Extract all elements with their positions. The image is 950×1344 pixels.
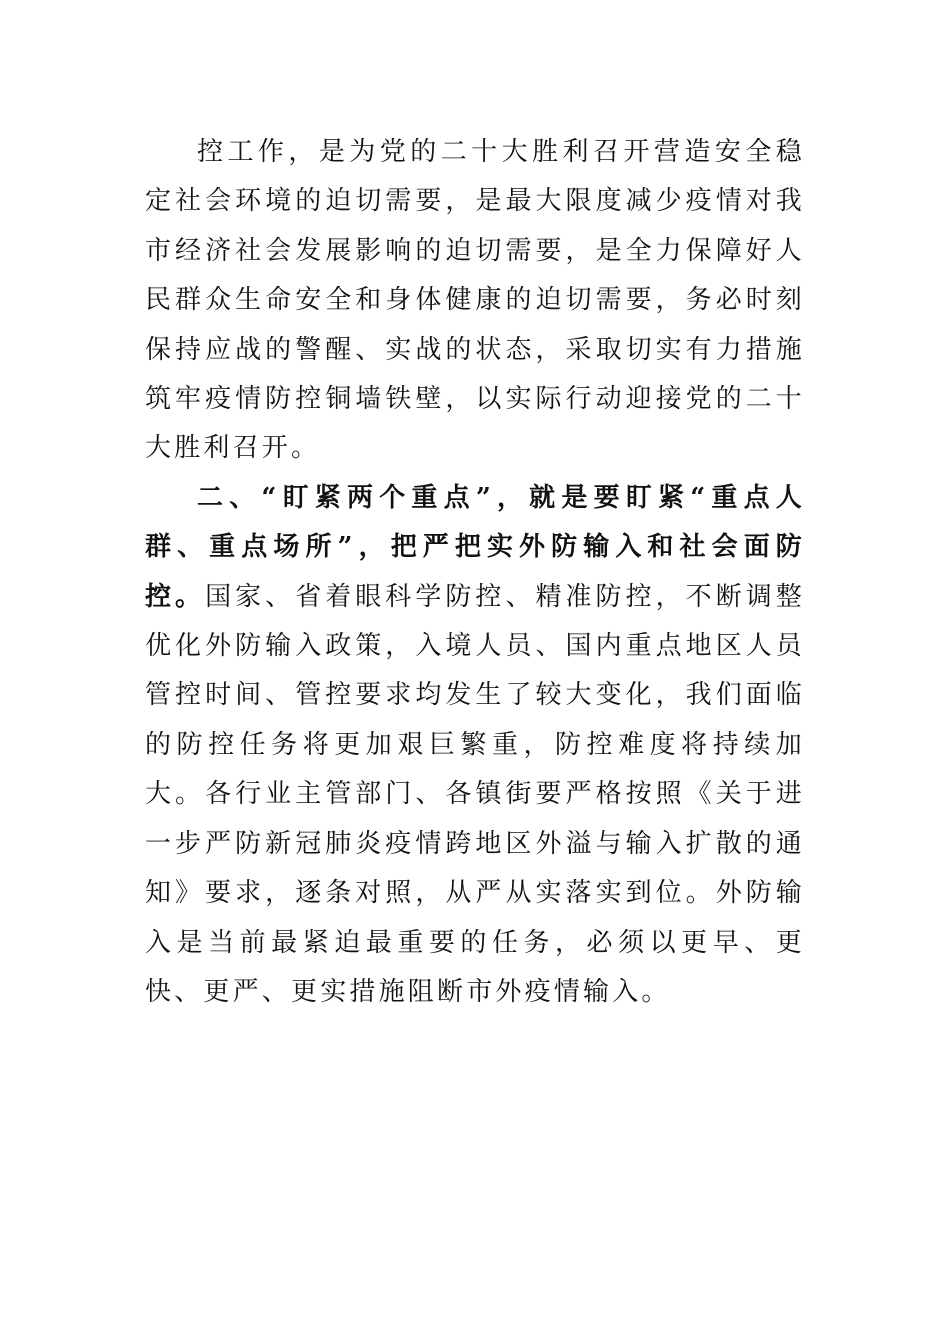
document-page <box>145 128 805 1017</box>
paragraph-section-two <box>145 474 805 1017</box>
paragraph-text: 国家、省着眼科学防控、精准防控，不断调整优化外防输入政策，入境人员、国内重点地区人员管控时间、管控要求均发生了较大变化，我们面临的防控任务将更加艰巨繁重，防控难度将持续加大。各行业主管部门、各镇街要严格按照《关于进一步严防新冠肺炎疫情跨地区外溢与输入扩散的通知》要求，逐条对照，从严从实落实到位。外防输入是当前最紧迫最重要的任务，必须以更早、更快、更严、更实措施阻断市外疫情输入。 <box>145 581 805 1007</box>
paragraph-continuation <box>145 128 805 474</box>
paragraph-text: 控工作，是为党的二十大胜利召开营造安全稳定社会环境的迫切需要，是最大限度减少疫情对我市经济社会发展影响的迫切需要，是全力保障好人民群众生命安全和身体健康的迫切需要，务必时刻保持应战的警醒、实战的状态，采取切实有力措施筑牢疫情防控铜墙铁壁，以实际行动迎接党的二十大胜利召开。 <box>145 137 805 464</box>
section-heading: 二、“盯紧两个重点”，就是要盯紧“重点人群、重点场所”，把严把实外防输入和社会面防控。 <box>145 482 805 612</box>
